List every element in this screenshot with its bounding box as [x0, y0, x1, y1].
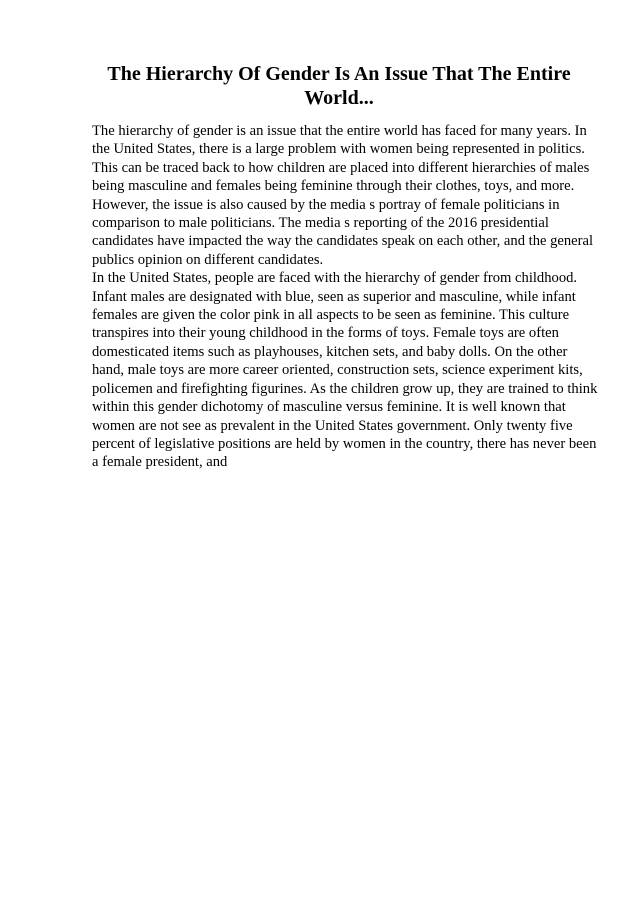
body-paragraph-1: The hierarchy of gender is an issue that the entire world has faced for many years. In the United States, there is a large problem with women being represented in politics. This can be traced back to how children are placed into different hierarchies of males being masculine and females being feminine through their clothes, toys, and more. However, the issue is also caused by the media s portray of female politicians in comparison to male politicians. The media s reporting of the 2016 presidential candidates have impacted the way the candidates speak on each other, and the general publics opinion on different candidates. [92, 123, 594, 268]
document-body [92, 122, 602, 472]
body-paragraph-2: In the United States, people are faced with the hierarchy of gender from childhood. Infant males are designated with blue, seen as superior and masculine, while infant females are given the color pink in all aspects to be seen as feminine. This culture transpires into their young childhood in the forms of toys. Female toys are often domesticated items such as playhouses, kitchen sets, and baby dolls. On the other hand, male toys are more career oriented, construction sets, science experiment kits, policemen and firefighting figurines. As the children grow up, they are trained to think within this gender dichotomy of masculine versus feminine. It is well known that women are not see as prevalent in the United States government. Only twenty five percent of legislative positions are held by women in the country, there has never been a female president, and [92, 270, 598, 471]
document-title: The Hierarchy Of Gender Is An Issue That The Entire World... [107, 63, 571, 109]
